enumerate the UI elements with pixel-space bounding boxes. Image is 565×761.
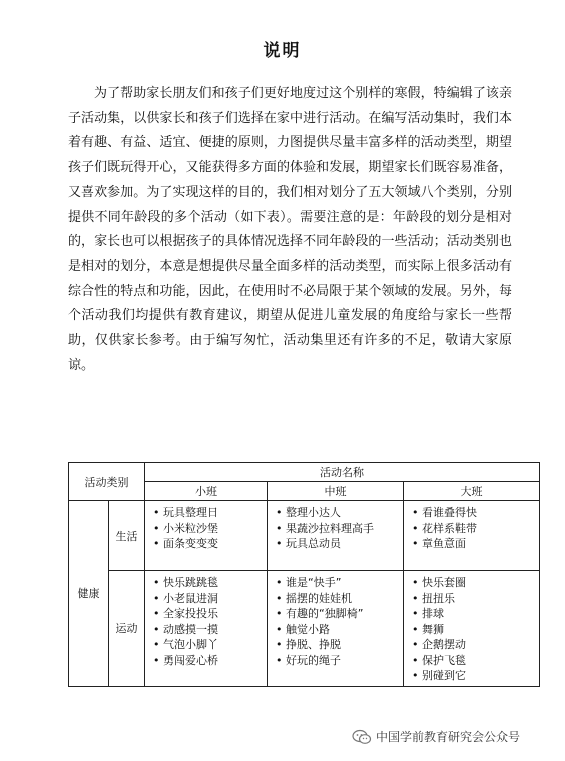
- list-item: • 快乐套圈: [412, 575, 539, 591]
- list-item: • 动感摸一摸: [153, 622, 267, 638]
- activities-small: [145, 501, 268, 571]
- list-item: • 果蔬沙拉料理高手: [276, 521, 403, 537]
- list-item: • 勇闯爱心桥: [153, 653, 267, 669]
- wechat-icon: [352, 729, 372, 745]
- list-item: • 小米粒沙堡: [153, 521, 267, 537]
- list-item: • 面条变变变: [153, 536, 267, 552]
- category-cell: 运动: [109, 571, 145, 687]
- watermark: [352, 728, 520, 745]
- intro-paragraph: [68, 82, 512, 378]
- list-item: • 有趣的“独脚椅”: [276, 606, 403, 622]
- activities-small: [145, 571, 268, 687]
- list-item: • 别碰到它: [412, 668, 539, 684]
- list-item: • 企鹅摆动: [412, 637, 539, 653]
- category-header: 活动类别: [69, 463, 145, 501]
- activities-middle: [268, 501, 404, 571]
- list-item: • 触觉小路: [276, 622, 403, 638]
- watermark-text: 中国学前教育研究会公众号: [376, 730, 521, 744]
- list-item: • 扭扭乐: [412, 591, 539, 607]
- table-row: [69, 571, 540, 687]
- name-header: 活动名称: [145, 463, 540, 482]
- list-item: • 看谁叠得快: [412, 505, 539, 521]
- level-middle: 中班: [268, 482, 404, 501]
- list-item: • 保护飞毯: [412, 653, 539, 669]
- activities-middle: [268, 571, 404, 687]
- page-title: 说明: [263, 41, 302, 61]
- list-item: • 快乐跳跳毯: [153, 575, 267, 591]
- list-item: • 好玩的绳子: [276, 653, 403, 669]
- activities-large: [404, 501, 540, 571]
- list-item: • 玩具整理日: [153, 505, 267, 521]
- list-item: • 整理小达人: [276, 505, 403, 521]
- category-cell: 生活: [109, 501, 145, 571]
- intro-text: 为了帮助家长朋友们和孩子们更好地度过这个别样的寒假，特编辑了该亲子活动集，以供家长和孩子们选择在家中进行活动。在编写活动集时，我们本着有趣、有益、适宜、便捷的原则，力图提供尽量丰富多样的活动类型，期望孩子们既玩得开心，又能获得多方面的体验和发展，期望家长们既容易准备，又喜欢参加。为了实现这样的目的，我们相对划分了五大领域八个类别，分别提供不同年龄段的多个活动（如下表）。需要注意的是：年龄段的划分是相对的，家长也可以根据孩子的具体情况选择不同年龄段的一些活动；活动类别也是相对的划分，本意是想提供尽量全面多样的活动类型，而实际上很多活动有综合性的特点和功能，因此，在使用时不必局限于某个领域的发展。另外，每个活动我们均提供有教育建议，期望从促进儿童发展的角度给与家长一些帮助，仅供家长参考。由于编写匆忙，活动集里还有许多的不足，敬请大家原谅。: [68, 86, 512, 373]
- level-small: 小班: [145, 482, 268, 501]
- table-header-row-1: [69, 463, 540, 482]
- list-item: • 全家投投乐: [153, 606, 267, 622]
- domain-cell: 健康: [69, 501, 109, 687]
- list-item: • 排球: [412, 606, 539, 622]
- list-item: • 气泡小脚丫: [153, 637, 267, 653]
- activity-table: [68, 462, 540, 687]
- table-row: [69, 501, 540, 571]
- list-item: • 舞狮: [412, 622, 539, 638]
- activities-large: [404, 571, 540, 687]
- list-item: • 摇摆的娃娃机: [276, 591, 403, 607]
- list-item: • 谁是“快手”: [276, 575, 403, 591]
- list-item: • 花样系鞋带: [412, 521, 539, 537]
- list-item: • 小老鼠进洞: [153, 591, 267, 607]
- list-item: • 玩具总动员: [276, 536, 403, 552]
- list-item: • 挣脱、挣脱: [276, 637, 403, 653]
- list-item: • 章鱼意面: [412, 536, 539, 552]
- level-large: 大班: [404, 482, 540, 501]
